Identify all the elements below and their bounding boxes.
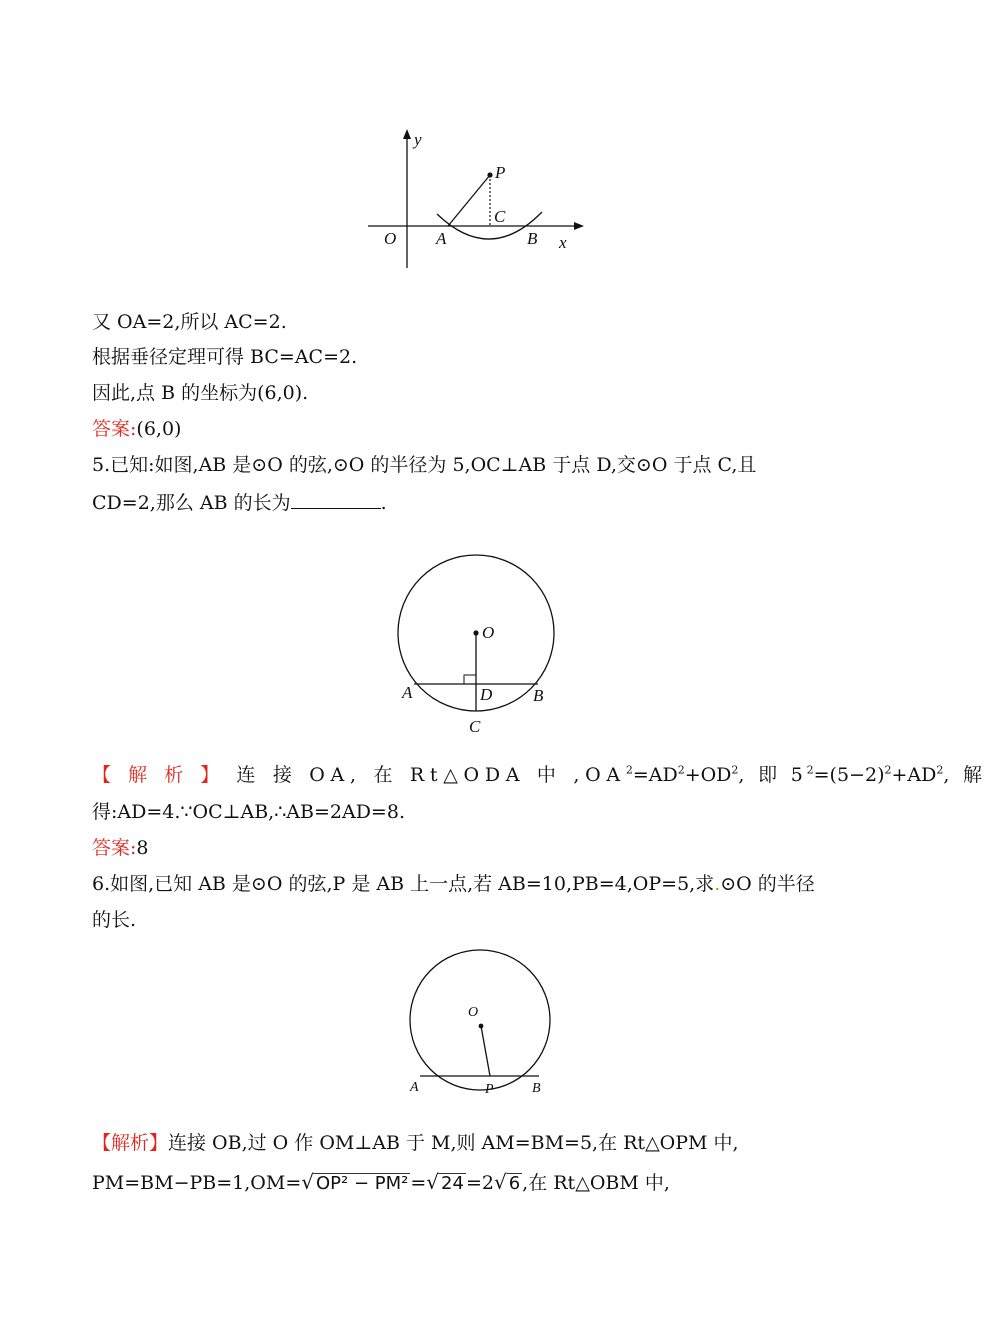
point-p [487, 172, 492, 177]
sqrt-expression: 6 [508, 1173, 521, 1194]
label-c: C [469, 717, 481, 736]
analysis-text: +AD [891, 764, 937, 786]
label-x: x [559, 233, 567, 252]
label-a: A [436, 229, 447, 248]
right-angle-mark [464, 675, 476, 684]
analysis-text: =(5−2) [813, 764, 885, 786]
label-p: P [485, 1082, 494, 1097]
analysis-text: PM=BM−PB=1,OM= [92, 1172, 302, 1194]
label-d: D [480, 685, 493, 704]
q6-line-2: 的长. [92, 909, 137, 931]
label-o: O [482, 623, 495, 642]
q6-analysis-2 [92, 1170, 670, 1195]
x-axis-arrow [574, 222, 584, 230]
label-a: A [402, 683, 413, 702]
superscript: 2 [731, 763, 739, 777]
answer-label: 答案: [92, 418, 137, 440]
coordinate-figure [360, 125, 590, 275]
sqrt-icon: √ [301, 1170, 314, 1194]
y-axis-arrow [403, 129, 411, 139]
label-a: A [410, 1080, 419, 1095]
analysis-text: 连接 OB,过 O 作 OM⊥AB 于 M,则 AM=BM=5,在 Rt△OPM 中, [168, 1132, 739, 1154]
superscript: 2 [806, 763, 814, 777]
q5-line-2 [92, 490, 387, 515]
equals: =2 [465, 1172, 494, 1194]
superscript: 2 [625, 763, 633, 777]
q5-text-2-end: . [380, 492, 387, 514]
segment-pa [448, 175, 490, 226]
prev-answer [92, 417, 181, 441]
q6-analysis-1 [92, 1131, 739, 1155]
center-o [473, 630, 478, 635]
answer-blank [291, 490, 381, 509]
q5-analysis-1 [92, 763, 986, 787]
q5-answer [92, 836, 149, 860]
q6-text: ⊙O 的半径 [720, 873, 815, 895]
label-o: O [384, 229, 397, 248]
q6-line-1 [92, 872, 815, 896]
superscript: 2 [677, 763, 685, 777]
label-b: B [532, 1081, 541, 1096]
q5-line-1: 5.已知:如图,AB 是⊙O 的弦,⊙O 的半径为 5,OC⊥AB 于点 D,交⊙O 于点 C,且 [92, 454, 757, 476]
sqrt-expression: 24 [441, 1173, 464, 1194]
label-c: C [494, 207, 506, 226]
analysis-text: +OD [684, 764, 732, 786]
analysis-text: OBM 中, [589, 1172, 670, 1194]
sqrt-icon: √ [493, 1170, 507, 1194]
equals: = [410, 1172, 427, 1194]
analysis-label: 【解析】 [92, 764, 237, 786]
answer-value: 8 [136, 837, 149, 859]
analysis-text: , 解 [943, 764, 986, 786]
label-p: P [495, 163, 506, 182]
circle-o [410, 950, 550, 1090]
q6-dot: . [714, 873, 721, 895]
sqrt-expression: OP² − PM² [316, 1173, 409, 1194]
prev-line-3: 因此,点 B 的坐标为(6,0). [92, 382, 309, 404]
circle-figure-q5 [388, 548, 566, 738]
q6-text: 6.如图,已知 AB 是⊙O 的弦,P 是 AB 上一点,若 AB=10,PB=4,OP=5,求 [92, 873, 715, 895]
answer-label: 答案: [92, 837, 137, 859]
prev-line-2: 根据垂径定理可得 BC=AC=2. [92, 346, 358, 368]
analysis-text: =AD [632, 764, 678, 786]
label-b: B [527, 229, 538, 248]
circle-figure-q6 [398, 950, 558, 1100]
answer-value: (6,0) [136, 418, 182, 440]
prev-line-1: 又 OA=2,所以 AC=2. [92, 311, 287, 333]
sqrt-icon: √ [426, 1170, 440, 1194]
center-o [479, 1024, 484, 1029]
superscript: 2 [884, 763, 892, 777]
segment-op [481, 1026, 490, 1076]
analysis-label: 【解析】 [92, 1132, 169, 1154]
analysis-text: 连 接 OA, 在 Rt△ODA 中 ,OA [236, 764, 626, 786]
label-o: O [468, 1005, 479, 1020]
label-b: B [533, 686, 544, 705]
label-y: y [414, 130, 422, 149]
analysis-text: , 即 5 [738, 764, 807, 786]
superscript: 2 [936, 763, 944, 777]
q5-text-2: CD=2,那么 AB 的长为 [92, 492, 291, 514]
q5-analysis-2: 得:AD=4.∵OC⊥AB,∴AB=2AD=8. [92, 801, 405, 823]
analysis-text: ,在 Rt△ [522, 1172, 590, 1194]
